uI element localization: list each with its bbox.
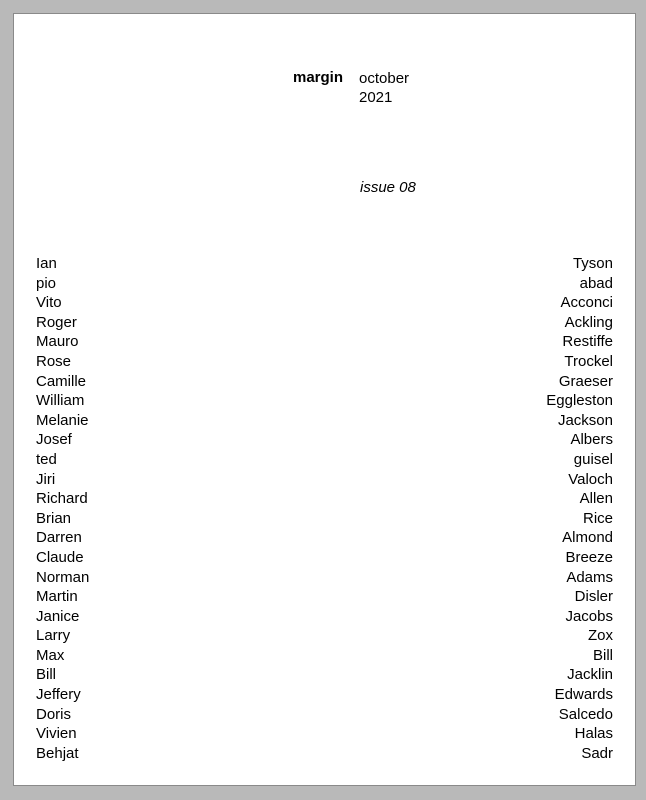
last-name: Valoch [568,470,613,488]
first-name: Martin [36,588,78,606]
first-name: Vivien [36,725,77,743]
name-row [36,450,613,470]
name-row [36,528,613,548]
name-row [36,724,613,744]
name-row [36,430,613,450]
last-name: Breeze [565,548,613,566]
last-name: Zox [587,627,613,645]
name-row [36,646,613,666]
publication-year: 2021 [359,89,393,106]
last-name: Halas [574,725,613,743]
first-name: Josef [36,431,72,449]
name-row [36,626,613,646]
last-name: Allen [579,490,613,508]
first-name: Janice [36,607,80,625]
name-row [36,665,613,685]
first-name: Mauro [36,333,79,351]
first-name: Max [36,646,65,664]
last-name: abad [579,274,613,292]
last-name: Trockel [564,352,613,370]
first-name: Roger [36,313,77,331]
last-name: guisel [573,450,613,468]
last-name: Adams [566,568,613,586]
name-row [36,548,613,568]
name-row [36,705,613,725]
name-row [36,509,613,529]
name-row [36,391,613,411]
last-name: Edwards [554,686,613,704]
first-name: Melanie [36,411,89,429]
first-name: Claude [36,548,84,566]
first-name: Jeffery [36,686,81,704]
first-name: Rose [36,352,72,370]
name-row [36,293,613,313]
last-name: Restiffe [562,333,613,351]
last-name: Bill [592,646,613,664]
name-row [36,470,613,490]
name-row [36,254,613,274]
last-name: Jacklin [567,666,613,684]
last-name: Jackson [557,411,613,429]
name-row [36,568,613,588]
name-row [36,332,613,352]
first-name: Jiri [36,470,56,488]
first-name: William [36,392,85,410]
first-name: Behjat [36,744,79,762]
name-row [36,744,613,764]
first-name: Richard [36,490,88,508]
first-name: ted [36,450,57,468]
name-row [36,411,613,431]
document-page [13,13,636,786]
name-row [36,489,613,509]
first-name: Bill [36,666,57,684]
artist-name-list [36,254,613,763]
last-name: Salcedo [558,705,613,723]
name-row [36,372,613,392]
last-name: Almond [562,529,613,547]
name-row [36,313,613,333]
last-name: Acconci [560,294,613,312]
publication-month: october [359,70,410,87]
first-name: Ian [36,255,57,272]
name-row [36,274,613,294]
last-name: Rice [582,509,613,527]
first-name: pio [36,274,57,292]
last-name: Albers [570,431,613,449]
publication-date [359,69,409,107]
last-name: Tyson [572,255,613,272]
last-name: Eggleston [546,392,613,410]
name-row [36,607,613,627]
first-name: Camille [36,372,87,390]
name-row [36,352,613,372]
last-name: Sadr [581,744,613,762]
name-row [36,587,613,607]
first-name: Norman [36,568,90,586]
first-name: Darren [36,529,82,547]
first-name: Vito [36,294,62,312]
last-name: Ackling [564,313,613,331]
first-name: Brian [36,509,72,527]
last-name: Disler [574,588,613,606]
publication-title: margin [293,69,344,86]
first-name: Doris [36,705,72,723]
issue-number: issue 08 [360,179,416,196]
first-name: Larry [36,627,71,645]
name-row [36,685,613,705]
last-name: Jacobs [565,607,613,625]
last-name: Graeser [558,372,613,390]
